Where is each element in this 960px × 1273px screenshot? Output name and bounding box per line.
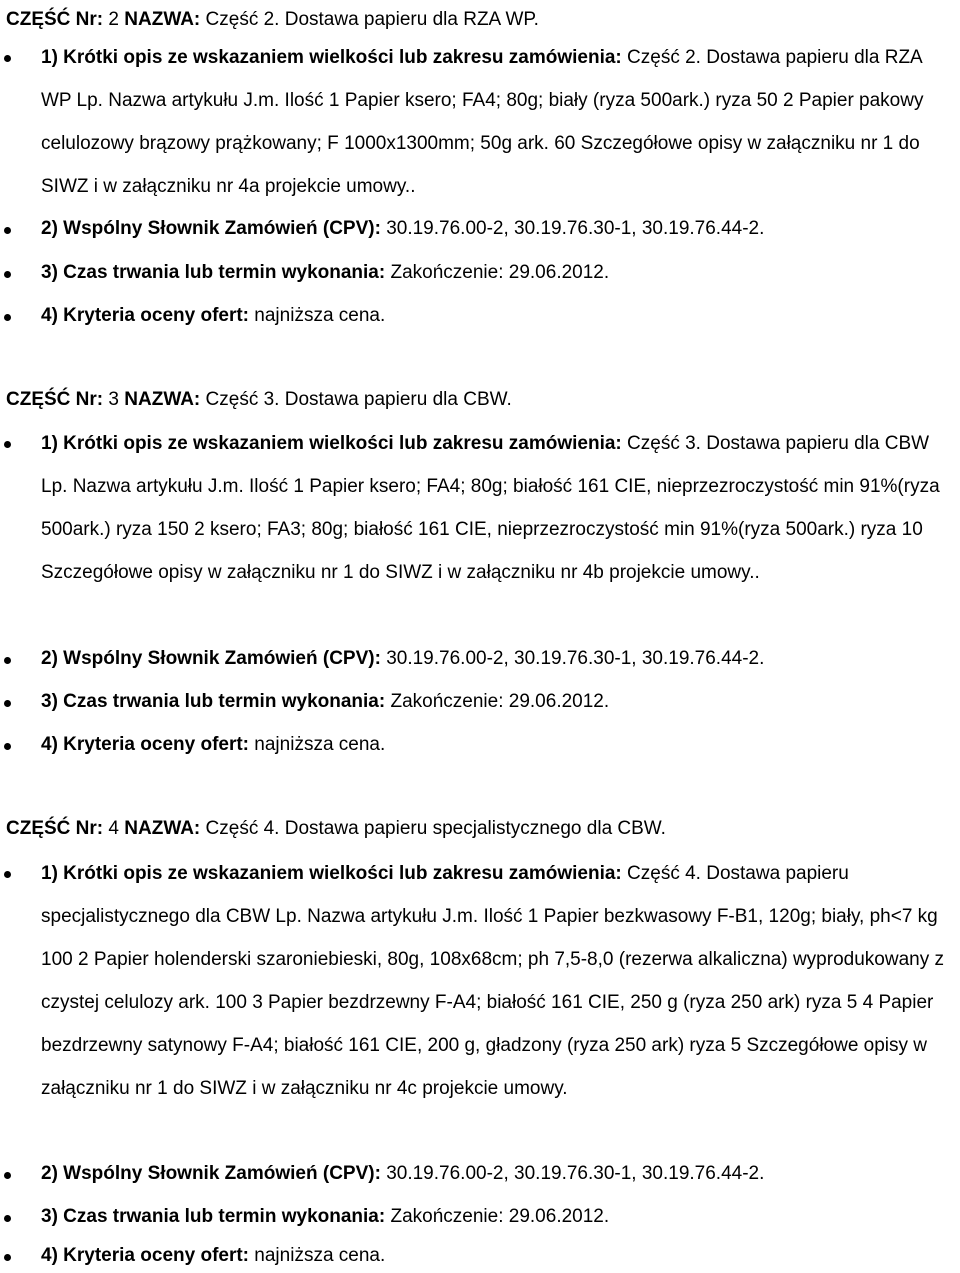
- term-label: 3) Czas trwania lub termin wykonania:: [41, 1206, 386, 1227]
- part-label: CZĘŚĆ Nr:: [6, 818, 104, 839]
- bullet-icon: [4, 1215, 11, 1222]
- term-text: [41, 1206, 956, 1228]
- part-number: 4: [108, 818, 119, 839]
- cpv-value: 30.19.76.00-2, 30.19.76.30-1, 30.19.76.44-2.: [386, 648, 765, 669]
- desc-value: Część 4. Dostawa papieru specjalistycznego dla CBW Lp. Nazwa artykułu J.m. Ilość 1 Papier bezkwasowy F-B1, 120g; biały, ph<7 kg 100 2 Papier holenderski szaroniebieski, 80g, 108x68cm; ph 7,5-8,0 (rezerwa alkaliczna) wyprodukowany z czystej celulozy ark. 100 3 Papier bezdrzewny F-A4; białość 161 CIE, 250 g (ryza 250 ark) ryza 5 4 Papier bezdrzewny satynowy F-A4; białość 161 CIE, 200 g, gładzony (ryza 250 ark) ryza 5 Szczegółowe opisy w załączniku nr 1 do SIWZ i w załączniku nr 4c projekcie umowy.: [41, 863, 944, 1099]
- desc-label: 1) Krótki opis ze wskazaniem wielkości lub zakresu zamówienia:: [41, 47, 622, 68]
- part-label: CZĘŚĆ Nr:: [6, 9, 104, 30]
- bullet-icon: [4, 871, 11, 878]
- criteria-value: najniższa cena.: [254, 1245, 386, 1266]
- part-name: Część 4. Dostawa papieru specjalistycznego dla CBW.: [205, 818, 666, 839]
- bullet-icon: [4, 227, 11, 234]
- criteria-text: [41, 305, 956, 327]
- desc-value: Część 2. Dostawa papieru dla RZA WP Lp. Nazwa artykułu J.m. Ilość 1 Papier ksero; FA4; 80g; biały (ryza 500ark.) ryza 50 2 Papier pakowy celulozowy brązowy prążkowany; F 1000x1300mm; 50g ark. 60 Szczegółowe opisy w załączniku nr 1 do SIWZ i w załączniku nr 4a projekcie umowy..: [41, 47, 924, 197]
- desc-value: Część 3. Dostawa papieru dla CBW Lp. Nazwa artykułu J.m. Ilość 1 Papier ksero; FA4; 80g; białość 161 CIE, nieprzezroczystość min 91%(ryza 500ark.) ryza 150 2 ksero; FA3; 80g; białość 161 CIE, nieprzezroczystość min 91%(ryza 500ark.) ryza 10 Szczegółowe opisy w załączniku nr 1 do SIWZ i w załączniku nr 4b projekcie umowy..: [41, 433, 940, 583]
- bullet-icon: [4, 657, 11, 664]
- cpv-text: [41, 218, 956, 240]
- criteria-label: 4) Kryteria oceny ofert:: [41, 734, 250, 755]
- bullet-icon: [4, 743, 11, 750]
- criteria-label: 4) Kryteria oceny ofert:: [41, 1245, 250, 1266]
- cpv-text: [41, 1163, 956, 1185]
- name-label: NAZWA:: [124, 818, 201, 839]
- desc-text: [41, 422, 956, 594]
- criteria-label: 4) Kryteria oceny ofert:: [41, 305, 250, 326]
- cpv-label: 2) Wspólny Słownik Zamówień (CPV):: [41, 1163, 381, 1184]
- bullet-icon: [4, 314, 11, 321]
- bullet-icon: [4, 700, 11, 707]
- cpv-text: [41, 648, 956, 670]
- criteria-text: [41, 734, 956, 756]
- criteria-text: [41, 1245, 956, 1267]
- name-label: NAZWA:: [124, 9, 201, 30]
- term-text: [41, 262, 956, 284]
- bullet-icon: [4, 271, 11, 278]
- part-header: [6, 818, 666, 840]
- name-label: NAZWA:: [124, 389, 201, 410]
- part-label: CZĘŚĆ Nr:: [6, 389, 104, 410]
- term-text: [41, 691, 956, 713]
- cpv-label: 2) Wspólny Słownik Zamówień (CPV):: [41, 218, 381, 239]
- part-header: [6, 389, 512, 411]
- part-number: 3: [108, 389, 119, 410]
- bullet-icon: [4, 55, 11, 62]
- desc-text: [41, 852, 956, 1110]
- desc-text: [41, 36, 956, 208]
- criteria-value: najniższa cena.: [254, 305, 386, 326]
- cpv-value: 30.19.76.00-2, 30.19.76.30-1, 30.19.76.44-2.: [386, 218, 765, 239]
- bullet-icon: [4, 1254, 11, 1261]
- criteria-value: najniższa cena.: [254, 734, 386, 755]
- bullet-icon: [4, 1172, 11, 1179]
- term-label: 3) Czas trwania lub termin wykonania:: [41, 691, 386, 712]
- term-label: 3) Czas trwania lub termin wykonania:: [41, 262, 386, 283]
- part-name: Część 3. Dostawa papieru dla CBW.: [205, 389, 512, 410]
- part-header: [6, 9, 539, 31]
- desc-label: 1) Krótki opis ze wskazaniem wielkości lub zakresu zamówienia:: [41, 433, 622, 454]
- cpv-label: 2) Wspólny Słownik Zamówień (CPV):: [41, 648, 381, 669]
- cpv-value: 30.19.76.00-2, 30.19.76.30-1, 30.19.76.44-2.: [386, 1163, 765, 1184]
- part-number: 2: [108, 9, 119, 30]
- part-name: Część 2. Dostawa papieru dla RZA WP.: [205, 9, 539, 30]
- term-value: Zakończenie: 29.06.2012.: [390, 1206, 610, 1227]
- desc-label: 1) Krótki opis ze wskazaniem wielkości lub zakresu zamówienia:: [41, 863, 622, 884]
- bullet-icon: [4, 441, 11, 448]
- term-value: Zakończenie: 29.06.2012.: [390, 691, 610, 712]
- term-value: Zakończenie: 29.06.2012.: [390, 262, 610, 283]
